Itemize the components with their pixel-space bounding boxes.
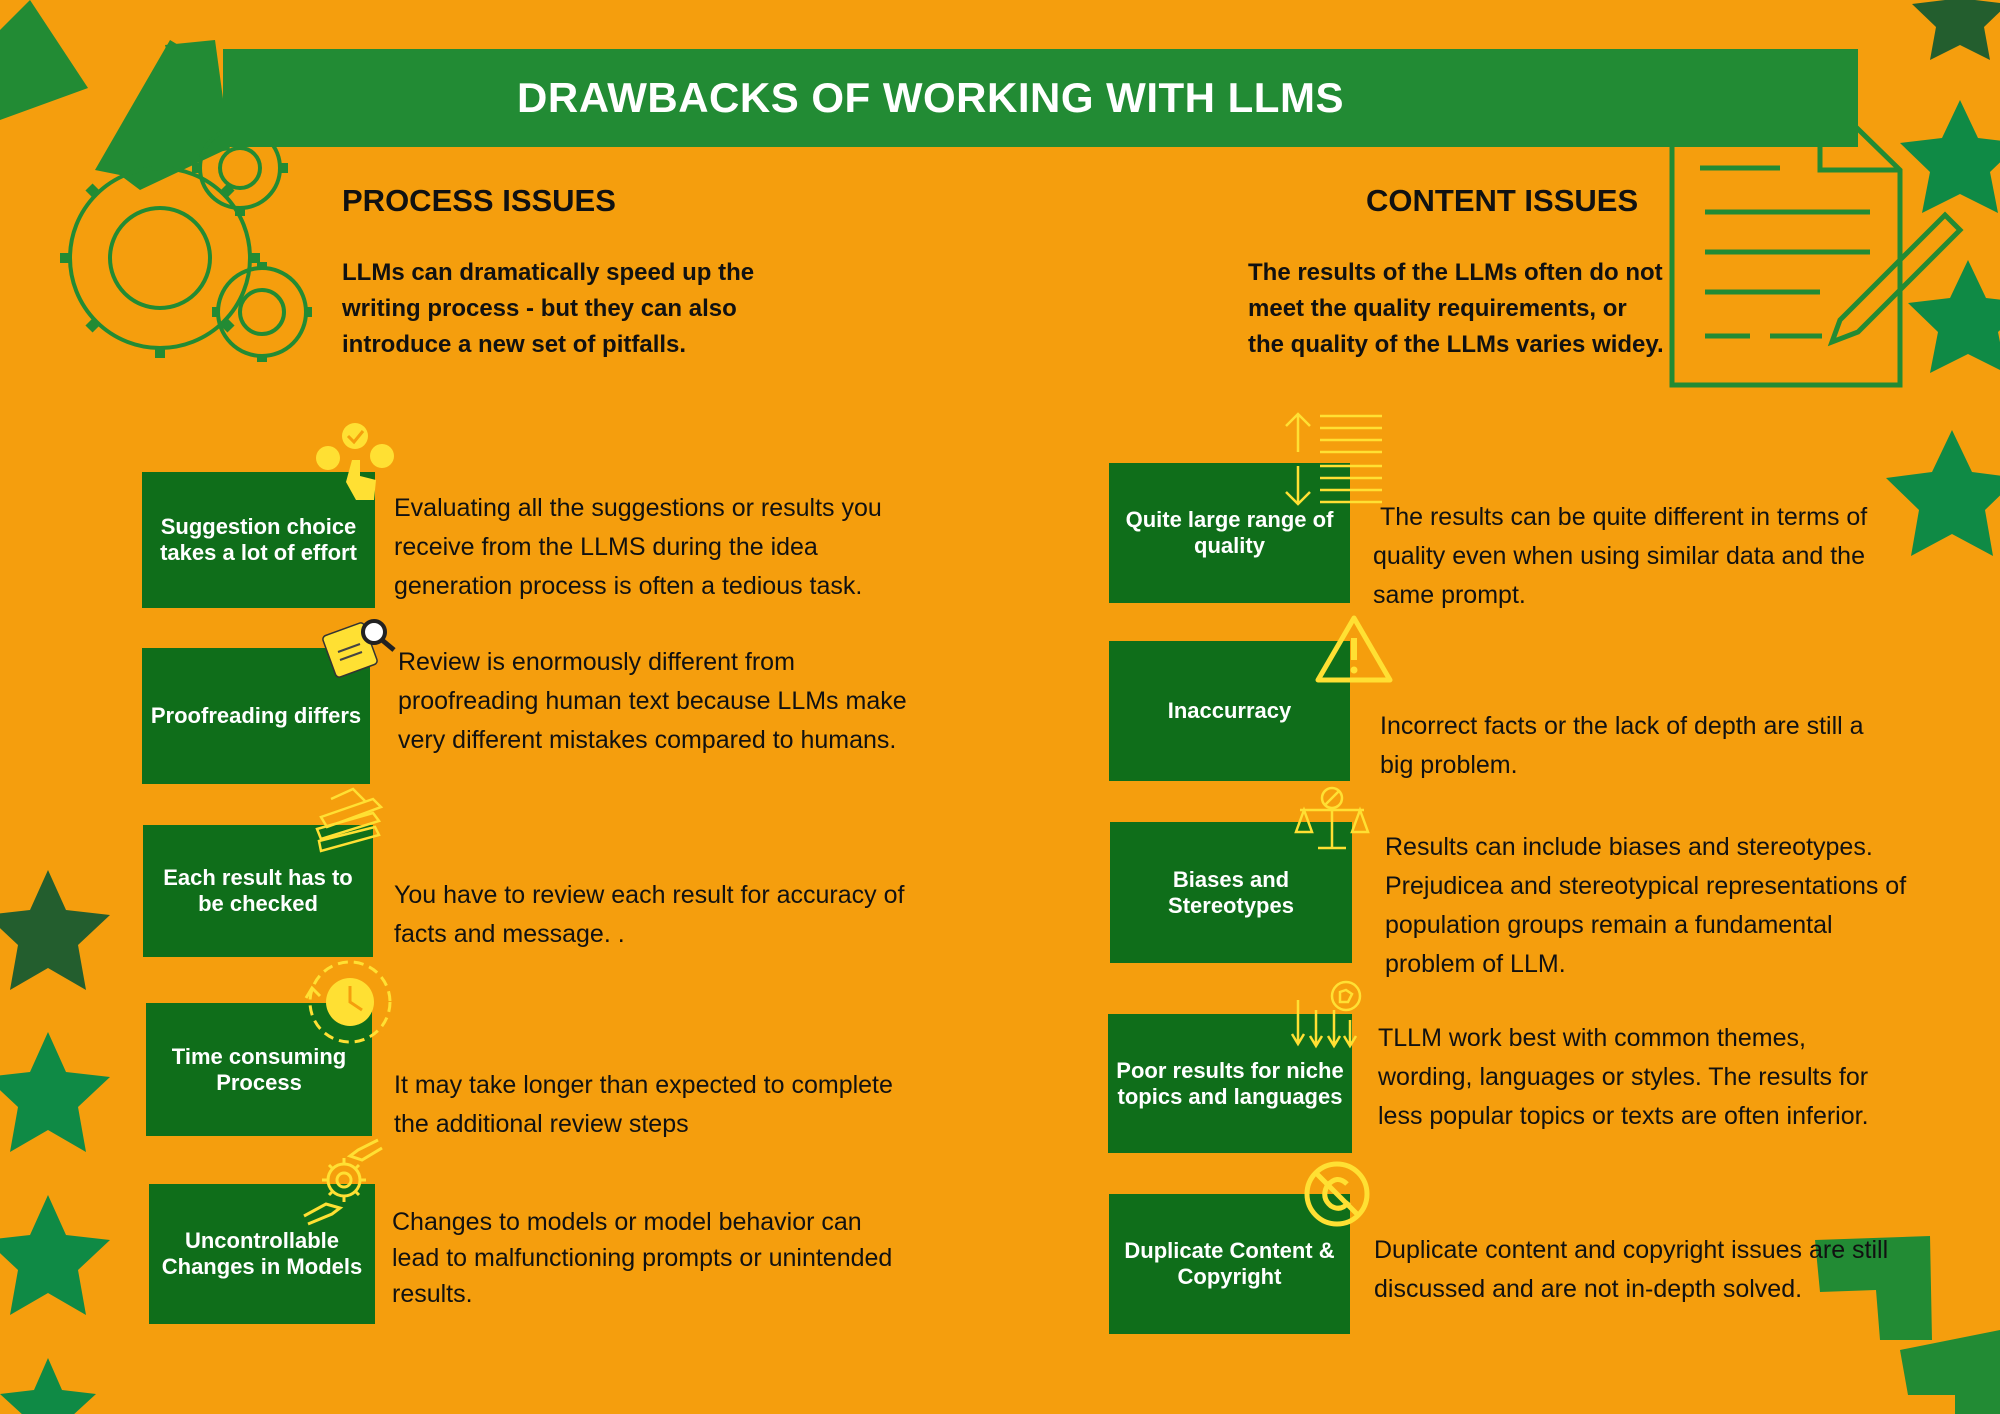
star-icon <box>1886 430 2000 556</box>
star-decorations <box>0 870 110 1414</box>
content-item-text: TLLM work best with common themes, wording, languages or styles. The results for less popular topics or texts are often inferior. <box>1378 1024 1869 1130</box>
chevron-shape <box>0 0 88 120</box>
no-copyright-icon <box>1301 1158 1373 1230</box>
star-icon <box>0 1358 96 1414</box>
process-issues-heading: PROCESS ISSUES <box>342 183 616 218</box>
content-item-text: Incorrect facts or the lack of depth are still a big problem. <box>1380 712 1864 779</box>
hand-choice-icon <box>310 420 400 505</box>
content-item-label: Inaccurracy <box>1167 698 1292 723</box>
thumbs-down-chart-icon <box>1290 980 1362 1052</box>
star-icon <box>1908 260 2000 373</box>
star-icon <box>1912 0 2000 60</box>
chevron-shape <box>1900 1330 2000 1414</box>
page-title-banner <box>223 49 1858 147</box>
star-icon <box>0 870 110 990</box>
content-item-text: Results can include biases and stereotypes. Prejudicea and stereotypical representations of population groups remain a fundamental problem of LLM. <box>1385 833 1907 978</box>
content-item-label: Duplicate Content & Copyright <box>1124 1238 1335 1289</box>
star-icon <box>0 1195 110 1315</box>
gear-hands-icon <box>296 1138 390 1228</box>
process-item-text: Evaluating all the suggestions or results you receive from the LLMS during the idea generation process is often a tedious task. <box>394 494 882 600</box>
content-item-text: The results can be quite different in terms of quality even when using similar data and the same prompt. <box>1373 503 1875 609</box>
document-magnifier-icon <box>318 612 400 684</box>
clock-icon <box>300 958 396 1054</box>
sort-lines-icon <box>1278 410 1384 510</box>
content-item-label: Poor results for niche topics and languages <box>1116 1057 1344 1109</box>
star-decorations <box>1886 0 2000 556</box>
content-item-text: Duplicate content and copyright issues are still discussed and are not in-depth solved. <box>1374 1236 1889 1303</box>
warning-icon <box>1314 612 1394 684</box>
process-item-text: Review is enormously different from proofreading human text because LLMs make very different mistakes compared to humans. <box>398 648 907 754</box>
page-title: DRAWBACKS OF WORKING WITH LLMS <box>517 74 1344 121</box>
process-item-label: Each result has to be checked <box>163 865 353 916</box>
star-icon <box>0 1032 110 1152</box>
content-item-label: Biases and Stereotypes <box>1168 866 1294 918</box>
paper-stack-icon <box>313 787 385 857</box>
process-item-label: Proofreading differs <box>150 703 362 728</box>
process-item-label: Suggestion choice takes a lot of effort <box>160 514 357 565</box>
process-item-label: Uncontrollable Changes in Models <box>161 1228 363 1279</box>
process-item-text: You have to review each result for accuracy of facts and message. . <box>394 881 905 948</box>
content-issues-heading: CONTENT ISSUES <box>1366 183 1639 218</box>
process-item-text: It may take longer than expected to complete the additional review steps <box>394 1071 893 1138</box>
scales-icon <box>1294 786 1370 856</box>
content-intro: The results of the LLMs often do not meet the quality requirements, or the quality of the LLMs varies widey. <box>1248 259 1664 358</box>
content-item-label: Quite large range of quality <box>1125 507 1334 558</box>
star-icon <box>1900 100 2000 213</box>
process-item-text: Changes to models or model behavior can lead to malfunctioning prompts or unintended results. <box>392 1208 893 1308</box>
process-item-label: Time consuming Process <box>171 1043 347 1095</box>
process-intro: LLMs can dramatically speed up the writing process - but they can also introduce a new set of pitfalls. <box>342 259 755 358</box>
